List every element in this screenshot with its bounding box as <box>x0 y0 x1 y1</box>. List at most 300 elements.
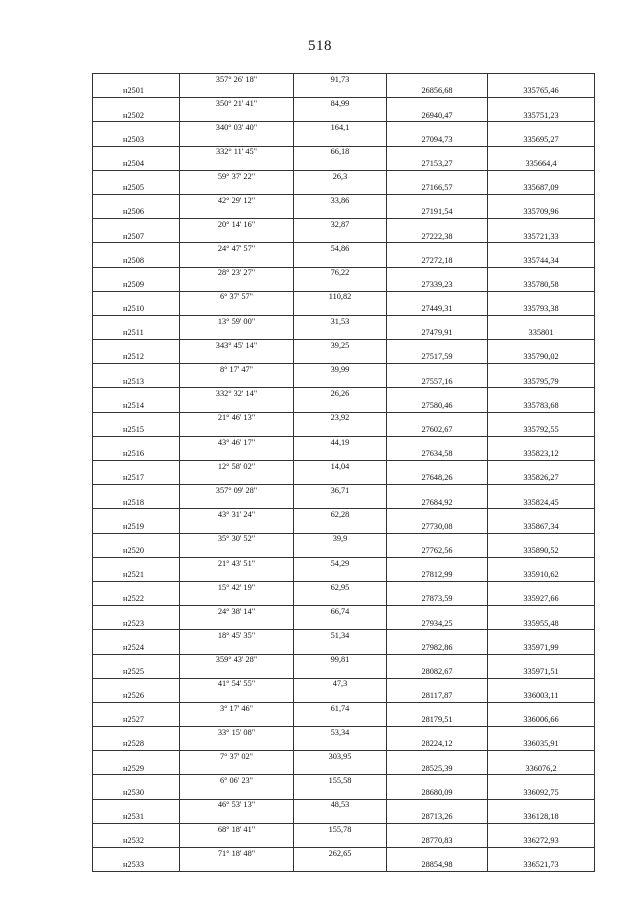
segment-row <box>93 364 595 376</box>
x-coordinate-cell: 27517,59 <box>387 352 488 364</box>
y-coordinate-cell <box>488 291 595 303</box>
point-row <box>93 158 595 170</box>
point-cell <box>93 581 180 593</box>
point-name-cell: н2515 <box>93 424 180 436</box>
y-coordinate-cell: 335793,38 <box>488 303 595 315</box>
y-coordinate-cell <box>488 267 595 279</box>
distance-cell <box>294 521 387 533</box>
point-name-cell: н2532 <box>93 835 180 847</box>
segment-row <box>93 291 595 303</box>
point-name-cell: н2533 <box>93 860 180 872</box>
x-coordinate-cell: 28082,67 <box>387 666 488 678</box>
y-coordinate-cell: 335823,12 <box>488 448 595 460</box>
point-row <box>93 666 595 678</box>
distance-cell <box>294 545 387 557</box>
distance-cell: 61,74 <box>294 702 387 714</box>
y-coordinate-cell <box>488 654 595 666</box>
direction-angle-cell: 21° 46' 13" <box>180 412 294 424</box>
distance-cell <box>294 787 387 799</box>
point-cell <box>93 848 180 860</box>
x-coordinate-cell: 27684,92 <box>387 497 488 509</box>
distance-cell: 54,29 <box>294 557 387 569</box>
y-coordinate-cell: 336076,2 <box>488 763 595 775</box>
direction-angle-cell: 332° 32' 14" <box>180 388 294 400</box>
direction-angle-cell <box>180 86 294 98</box>
distance-cell: 53,34 <box>294 727 387 739</box>
direction-angle-cell: 68° 18' 41" <box>180 823 294 835</box>
direction-angle-cell <box>180 811 294 823</box>
point-name-cell: н2508 <box>93 255 180 267</box>
direction-angle-cell <box>180 642 294 654</box>
distance-cell <box>294 739 387 751</box>
distance-cell: 47,3 <box>294 678 387 690</box>
direction-angle-cell <box>180 545 294 557</box>
direction-angle-cell <box>180 618 294 630</box>
point-name-cell: н2528 <box>93 739 180 751</box>
y-coordinate-cell <box>488 533 595 545</box>
distance-cell: 164,1 <box>294 122 387 134</box>
y-coordinate-cell <box>488 727 595 739</box>
distance-cell: 91,73 <box>294 74 387 86</box>
x-coordinate-cell: 28680,09 <box>387 787 488 799</box>
point-name-cell: н2520 <box>93 545 180 557</box>
direction-angle-cell: 28° 23' 27" <box>180 267 294 279</box>
y-coordinate-cell: 335695,27 <box>488 134 595 146</box>
point-cell <box>93 98 180 110</box>
y-coordinate-cell <box>488 702 595 714</box>
point-cell <box>93 291 180 303</box>
segment-row <box>93 194 595 206</box>
point-name-cell: н2511 <box>93 327 180 339</box>
distance-cell: 39,9 <box>294 533 387 545</box>
distance-cell: 48,53 <box>294 799 387 811</box>
point-name-cell: н2509 <box>93 279 180 291</box>
distance-cell <box>294 327 387 339</box>
point-cell <box>93 122 180 134</box>
x-coordinate-cell <box>387 606 488 618</box>
distance-cell <box>294 303 387 315</box>
x-coordinate-cell: 27094,73 <box>387 134 488 146</box>
x-coordinate-cell <box>387 291 488 303</box>
point-row <box>93 497 595 509</box>
direction-angle-cell: 43° 46' 17" <box>180 436 294 448</box>
y-coordinate-cell: 335890,52 <box>488 545 595 557</box>
point-row <box>93 303 595 315</box>
point-row <box>93 86 595 98</box>
point-name-cell: н2514 <box>93 400 180 412</box>
point-cell <box>93 654 180 666</box>
direction-angle-cell: 8° 17' 47" <box>180 364 294 376</box>
segment-row <box>93 412 595 424</box>
x-coordinate-cell <box>387 702 488 714</box>
direction-angle-cell <box>180 207 294 219</box>
y-coordinate-cell: 335801 <box>488 327 595 339</box>
x-coordinate-cell <box>387 315 488 327</box>
y-coordinate-cell <box>488 630 595 642</box>
point-cell <box>93 509 180 521</box>
distance-cell <box>294 714 387 726</box>
segment-row <box>93 122 595 134</box>
y-coordinate-cell <box>488 581 595 593</box>
point-row <box>93 594 595 606</box>
point-row <box>93 618 595 630</box>
distance-cell <box>294 207 387 219</box>
x-coordinate-cell: 27730,08 <box>387 521 488 533</box>
distance-cell: 33,86 <box>294 194 387 206</box>
direction-angle-cell <box>180 303 294 315</box>
point-cell <box>93 557 180 569</box>
direction-angle-cell: 33° 15' 08" <box>180 727 294 739</box>
x-coordinate-cell: 27982,86 <box>387 642 488 654</box>
y-coordinate-cell: 335910,62 <box>488 569 595 581</box>
distance-cell <box>294 255 387 267</box>
distance-cell <box>294 376 387 388</box>
distance-cell <box>294 134 387 146</box>
x-coordinate-cell <box>387 775 488 787</box>
x-coordinate-cell: 27580,46 <box>387 400 488 412</box>
distance-cell <box>294 763 387 775</box>
x-coordinate-cell <box>387 170 488 182</box>
point-row <box>93 714 595 726</box>
point-row <box>93 327 595 339</box>
y-coordinate-cell: 335792,55 <box>488 424 595 436</box>
x-coordinate-cell <box>387 461 488 473</box>
direction-angle-cell: 42° 29' 12" <box>180 194 294 206</box>
direction-angle-cell <box>180 376 294 388</box>
direction-angle-cell <box>180 497 294 509</box>
distance-cell: 32,87 <box>294 219 387 231</box>
direction-angle-cell: 15° 42' 19" <box>180 581 294 593</box>
x-coordinate-cell <box>387 412 488 424</box>
y-coordinate-cell: 335687,09 <box>488 182 595 194</box>
direction-angle-cell: 12° 58' 02" <box>180 461 294 473</box>
direction-angle-cell <box>180 448 294 460</box>
x-coordinate-cell <box>387 146 488 158</box>
segment-row <box>93 678 595 690</box>
point-row <box>93 424 595 436</box>
point-row <box>93 521 595 533</box>
point-row <box>93 110 595 122</box>
x-coordinate-cell <box>387 727 488 739</box>
distance-cell <box>294 110 387 122</box>
point-name-cell: н2507 <box>93 231 180 243</box>
point-name-cell: н2502 <box>93 110 180 122</box>
direction-angle-cell <box>180 182 294 194</box>
x-coordinate-cell <box>387 388 488 400</box>
distance-cell: 31,53 <box>294 315 387 327</box>
x-coordinate-cell: 28179,51 <box>387 714 488 726</box>
x-coordinate-cell <box>387 485 488 497</box>
direction-angle-cell <box>180 787 294 799</box>
point-name-cell: н2522 <box>93 594 180 606</box>
y-coordinate-cell: 336092,75 <box>488 787 595 799</box>
x-coordinate-cell: 28224,12 <box>387 739 488 751</box>
y-coordinate-cell: 335783,68 <box>488 400 595 412</box>
direction-angle-cell <box>180 255 294 267</box>
distance-cell: 44,19 <box>294 436 387 448</box>
y-coordinate-cell <box>488 412 595 424</box>
point-name-cell: н2503 <box>93 134 180 146</box>
direction-angle-cell: 350° 21' 41" <box>180 98 294 110</box>
y-coordinate-cell: 335955,48 <box>488 618 595 630</box>
x-coordinate-cell: 27634,58 <box>387 448 488 460</box>
x-coordinate-cell: 27222,38 <box>387 231 488 243</box>
x-coordinate-cell: 28770,83 <box>387 835 488 847</box>
distance-cell: 76,22 <box>294 267 387 279</box>
point-name-cell: н2521 <box>93 569 180 581</box>
y-coordinate-cell <box>488 799 595 811</box>
segment-row <box>93 170 595 182</box>
distance-cell <box>294 158 387 170</box>
distance-cell: 62,95 <box>294 581 387 593</box>
point-row <box>93 545 595 557</box>
distance-cell <box>294 182 387 194</box>
y-coordinate-cell <box>488 606 595 618</box>
direction-angle-cell <box>180 279 294 291</box>
point-cell <box>93 678 180 690</box>
y-coordinate-cell <box>488 678 595 690</box>
point-cell <box>93 412 180 424</box>
segment-row <box>93 848 595 860</box>
direction-angle-cell: 357° 09' 28" <box>180 485 294 497</box>
distance-cell: 51,34 <box>294 630 387 642</box>
direction-angle-cell: 6° 06' 23" <box>180 775 294 787</box>
point-name-cell: н2518 <box>93 497 180 509</box>
point-cell <box>93 606 180 618</box>
segment-row <box>93 388 595 400</box>
point-row <box>93 376 595 388</box>
direction-angle-cell <box>180 134 294 146</box>
x-coordinate-cell <box>387 340 488 352</box>
y-coordinate-cell: 335826,27 <box>488 473 595 485</box>
y-coordinate-cell: 335795,79 <box>488 376 595 388</box>
direction-angle-cell: 7° 37' 02" <box>180 751 294 763</box>
y-coordinate-cell: 335867,34 <box>488 521 595 533</box>
x-coordinate-cell: 28117,87 <box>387 690 488 702</box>
x-coordinate-cell: 27479,91 <box>387 327 488 339</box>
point-cell <box>93 267 180 279</box>
distance-cell <box>294 352 387 364</box>
y-coordinate-cell: 335824,45 <box>488 497 595 509</box>
y-coordinate-cell <box>488 243 595 255</box>
point-cell <box>93 630 180 642</box>
coordinates-table-body <box>93 74 595 872</box>
direction-angle-cell: 332° 11' 45" <box>180 146 294 158</box>
direction-angle-cell <box>180 473 294 485</box>
point-cell <box>93 533 180 545</box>
x-coordinate-cell <box>387 678 488 690</box>
point-name-cell: н2517 <box>93 473 180 485</box>
direction-angle-cell: 340° 03' 40" <box>180 122 294 134</box>
point-name-cell: н2527 <box>93 714 180 726</box>
point-cell <box>93 170 180 182</box>
point-row <box>93 739 595 751</box>
y-coordinate-cell: 336035,91 <box>488 739 595 751</box>
distance-cell: 23,92 <box>294 412 387 424</box>
segment-row <box>93 630 595 642</box>
point-name-cell: н2501 <box>93 86 180 98</box>
y-coordinate-cell: 335709,96 <box>488 207 595 219</box>
segment-row <box>93 775 595 787</box>
direction-angle-cell: 13° 59' 00" <box>180 315 294 327</box>
point-cell <box>93 775 180 787</box>
distance-cell <box>294 666 387 678</box>
direction-angle-cell: 357° 26' 18" <box>180 74 294 86</box>
point-cell <box>93 461 180 473</box>
x-coordinate-cell: 27272,18 <box>387 255 488 267</box>
distance-cell: 66,74 <box>294 606 387 618</box>
point-name-cell: н2510 <box>93 303 180 315</box>
x-coordinate-cell <box>387 799 488 811</box>
x-coordinate-cell: 27648,26 <box>387 473 488 485</box>
y-coordinate-cell: 336128,18 <box>488 811 595 823</box>
segment-row <box>93 219 595 231</box>
y-coordinate-cell <box>488 509 595 521</box>
point-row <box>93 207 595 219</box>
segment-row <box>93 74 595 86</box>
distance-cell: 262,65 <box>294 848 387 860</box>
x-coordinate-cell: 27153,27 <box>387 158 488 170</box>
point-cell <box>93 799 180 811</box>
x-coordinate-cell <box>387 98 488 110</box>
distance-cell: 26,3 <box>294 170 387 182</box>
x-coordinate-cell <box>387 436 488 448</box>
segment-row <box>93 98 595 110</box>
distance-cell: 155,78 <box>294 823 387 835</box>
direction-angle-cell: 20° 14' 16" <box>180 219 294 231</box>
distance-cell: 39,25 <box>294 340 387 352</box>
x-coordinate-cell <box>387 219 488 231</box>
y-coordinate-cell <box>488 751 595 763</box>
x-coordinate-cell: 28854,98 <box>387 860 488 872</box>
x-coordinate-cell <box>387 557 488 569</box>
point-cell <box>93 194 180 206</box>
segment-row <box>93 727 595 739</box>
x-coordinate-cell <box>387 630 488 642</box>
segment-row <box>93 606 595 618</box>
distance-cell: 36,71 <box>294 485 387 497</box>
point-name-cell: н2512 <box>93 352 180 364</box>
point-cell <box>93 823 180 835</box>
x-coordinate-cell: 27166,57 <box>387 182 488 194</box>
x-coordinate-cell <box>387 243 488 255</box>
y-coordinate-cell: 335721,33 <box>488 231 595 243</box>
distance-cell <box>294 690 387 702</box>
y-coordinate-cell <box>488 219 595 231</box>
direction-angle-cell <box>180 860 294 872</box>
point-name-cell: н2505 <box>93 182 180 194</box>
y-coordinate-cell <box>488 170 595 182</box>
point-cell <box>93 485 180 497</box>
segment-row <box>93 146 595 158</box>
x-coordinate-cell: 27602,67 <box>387 424 488 436</box>
distance-cell <box>294 473 387 485</box>
x-coordinate-cell <box>387 823 488 835</box>
direction-angle-cell: 21° 43' 51" <box>180 557 294 569</box>
distance-cell <box>294 569 387 581</box>
point-row <box>93 860 595 872</box>
y-coordinate-cell <box>488 122 595 134</box>
direction-angle-cell: 35° 30' 52" <box>180 533 294 545</box>
distance-cell: 54,86 <box>294 243 387 255</box>
distance-cell: 14,04 <box>294 461 387 473</box>
direction-angle-cell <box>180 231 294 243</box>
point-row <box>93 473 595 485</box>
point-cell <box>93 364 180 376</box>
y-coordinate-cell <box>488 485 595 497</box>
x-coordinate-cell <box>387 509 488 521</box>
x-coordinate-cell: 27557,16 <box>387 376 488 388</box>
segment-row <box>93 436 595 448</box>
direction-angle-cell <box>180 400 294 412</box>
y-coordinate-cell <box>488 388 595 400</box>
segment-row <box>93 751 595 763</box>
point-name-cell: н2523 <box>93 618 180 630</box>
direction-angle-cell <box>180 714 294 726</box>
segment-row <box>93 533 595 545</box>
point-cell <box>93 727 180 739</box>
y-coordinate-cell: 336521,73 <box>488 860 595 872</box>
distance-cell <box>294 594 387 606</box>
distance-cell: 303,95 <box>294 751 387 763</box>
x-coordinate-cell <box>387 194 488 206</box>
point-name-cell: н2513 <box>93 376 180 388</box>
x-coordinate-cell <box>387 122 488 134</box>
point-cell <box>93 340 180 352</box>
y-coordinate-cell <box>488 98 595 110</box>
point-cell <box>93 315 180 327</box>
distance-cell <box>294 424 387 436</box>
distance-cell: 39,99 <box>294 364 387 376</box>
direction-angle-cell <box>180 110 294 122</box>
direction-angle-cell <box>180 569 294 581</box>
point-cell <box>93 219 180 231</box>
y-coordinate-cell: 335664,4 <box>488 158 595 170</box>
y-coordinate-cell <box>488 194 595 206</box>
direction-angle-cell <box>180 424 294 436</box>
direction-angle-cell <box>180 594 294 606</box>
direction-angle-cell: 71° 18' 48" <box>180 848 294 860</box>
y-coordinate-cell <box>488 315 595 327</box>
point-row <box>93 448 595 460</box>
x-coordinate-cell: 27762,56 <box>387 545 488 557</box>
point-name-cell: н2531 <box>93 811 180 823</box>
distance-cell: 66,18 <box>294 146 387 158</box>
y-coordinate-cell <box>488 848 595 860</box>
point-cell <box>93 702 180 714</box>
segment-row <box>93 702 595 714</box>
distance-cell: 84,99 <box>294 98 387 110</box>
x-coordinate-cell <box>387 533 488 545</box>
direction-angle-cell <box>180 835 294 847</box>
distance-cell <box>294 811 387 823</box>
distance-cell: 110,82 <box>294 291 387 303</box>
y-coordinate-cell: 335751,23 <box>488 110 595 122</box>
y-coordinate-cell: 336003,11 <box>488 690 595 702</box>
direction-angle-cell <box>180 739 294 751</box>
direction-angle-cell: 46° 53' 13" <box>180 799 294 811</box>
point-row <box>93 835 595 847</box>
direction-angle-cell: 24° 47' 57" <box>180 243 294 255</box>
direction-angle-cell: 59° 37' 22" <box>180 170 294 182</box>
x-coordinate-cell: 27812,99 <box>387 569 488 581</box>
x-coordinate-cell: 27873,59 <box>387 594 488 606</box>
direction-angle-cell <box>180 690 294 702</box>
segment-row <box>93 485 595 497</box>
y-coordinate-cell <box>488 74 595 86</box>
distance-cell <box>294 279 387 291</box>
y-coordinate-cell <box>488 775 595 787</box>
